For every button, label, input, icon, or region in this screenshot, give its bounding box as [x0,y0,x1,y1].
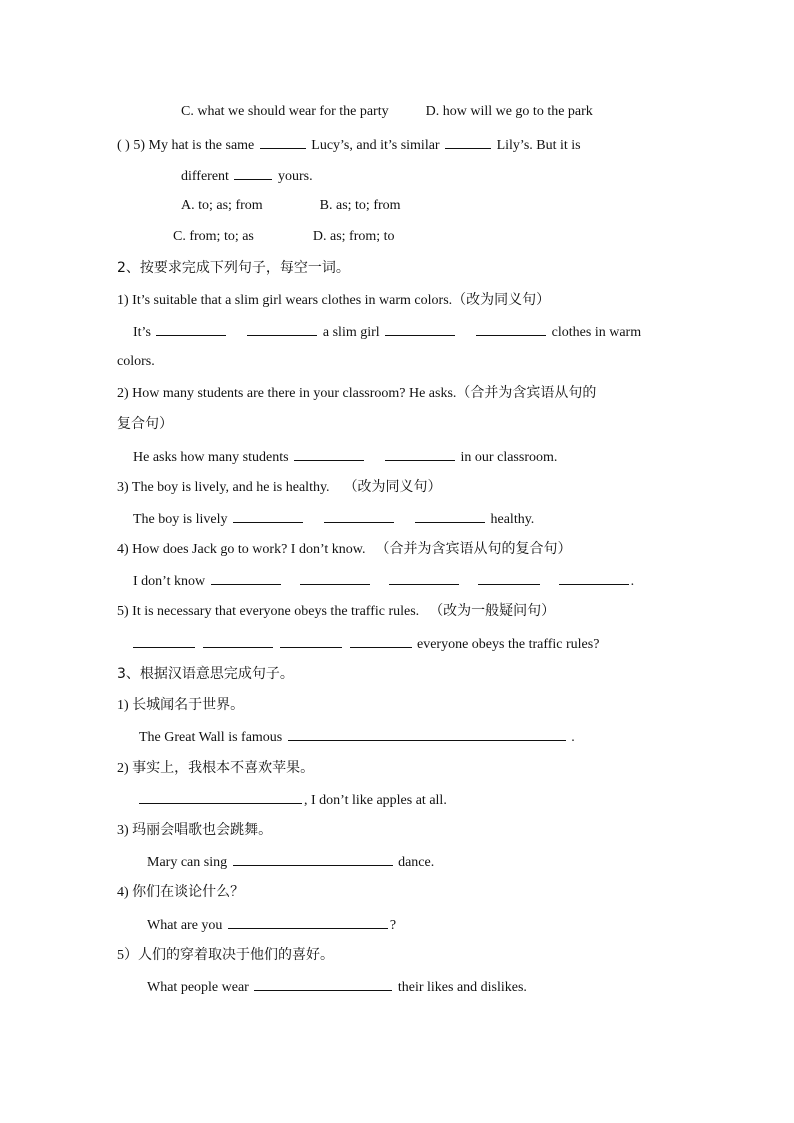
question-text: Lucy’s, and it’s similar [311,138,440,153]
item-instruction: （改为同义句） [343,479,442,495]
answer-text: The boy is lively [133,512,228,527]
answer-text: The Great Wall is famous [139,730,283,745]
item-chinese: 事实上，我根本不喜欢苹果。 [132,760,315,776]
s2-item-3 [117,477,442,498]
answer-blank[interactable] [203,633,273,648]
answer-blank[interactable] [228,914,388,929]
answer-blank[interactable] [254,976,392,991]
question-text: Lily’s. But it is [496,138,581,153]
answer-text: It’s [133,325,151,340]
item-instruction: （改为一般疑问句） [429,603,556,619]
s2-item-5-answer [131,633,599,655]
answer-blank[interactable] [300,570,370,585]
answer-text: dance. [398,855,435,870]
answer-text: clothes in warm [551,325,642,340]
answer-blank[interactable] [139,789,302,804]
section-2-heading: 2、按要求完成下列句子，每空一词。 [117,260,350,276]
question-text: different [181,169,229,184]
item-number: 1) [117,698,129,713]
item-text: 2) How many students are there in your classroom? He asks. [117,386,457,401]
answer-blank[interactable] [133,633,195,648]
s3-item-2-answer [137,789,447,811]
s3-item-3 [117,820,272,841]
item-chinese: 人们的穿着取决于他们的喜好。 [138,947,334,963]
section-3-heading: 3、根据汉语意思完成句子。 [117,666,294,682]
answer-text: ? [389,918,397,933]
answer-blank[interactable] [288,726,566,741]
item-instruction: （改为同义句） [452,292,551,308]
item-number: 4) [117,885,129,900]
s2-item-1-answer-cont: colors. [117,354,155,369]
s2-item-4-answer [133,570,634,592]
option-c-row [181,102,593,122]
answer-text: . [571,730,575,745]
option-c: C. what we should wear for the party [181,104,389,119]
answer-text: . [630,574,635,589]
option-d: D. as; from; to [312,229,395,244]
answer-blank[interactable] [294,446,364,461]
answer-blank[interactable] [233,851,393,866]
s2-item-1 [117,290,550,311]
answer-blank[interactable] [445,134,491,149]
item-chinese: 玛丽会唱歌也会跳舞。 [132,822,273,838]
s3-item-4 [117,882,244,903]
answer-blank[interactable] [350,633,412,648]
answer-text: What are you [147,918,223,933]
item-text: 1) It’s suitable that a slim girl wears clothes in warm colors. [117,293,453,308]
q5-options-cd [173,227,395,247]
answer-blank[interactable] [559,570,629,585]
answer-blank[interactable] [324,508,394,523]
item-number: 5） [117,948,138,963]
answer-blank[interactable] [415,508,485,523]
s3-item-2 [117,758,314,779]
answer-blank[interactable] [156,321,226,336]
s3-item-5-answer [147,976,527,998]
answer-text: a slim girl [322,325,380,340]
s3-item-5 [117,945,334,966]
answer-text: , I don’t like apples at all. [304,793,447,808]
answer-blank[interactable] [260,134,306,149]
q5-options-ab [181,196,401,216]
answer-text: their likes and dislikes. [397,980,527,995]
answer-text: everyone obeys the traffic rules? [417,637,600,652]
answer-blank[interactable] [385,446,455,461]
option-a: A. to; as; from [181,198,263,213]
answer-blank[interactable] [211,570,281,585]
item-text: 5) It is necessary that everyone obeys the traffic rules. [117,604,420,619]
answer-text: in our classroom. [460,450,558,465]
answer-blank[interactable] [247,321,317,336]
s2-item-2-answer [133,446,557,468]
item-instruction: （合并为含宾语从句的 [456,385,597,401]
s3-item-1 [117,695,244,716]
answer-blank[interactable] [280,633,342,648]
answer-blank[interactable] [234,165,272,180]
s3-item-1-answer [139,726,575,748]
item-chinese: 你们在谈论什么？ [132,884,245,900]
answer-blank[interactable] [476,321,546,336]
answer-blank[interactable] [233,508,303,523]
answer-text: I don’t know [133,574,206,589]
option-c: C. from; to; as [173,229,254,244]
option-d: D. how will we go to the park [425,104,593,119]
s2-item-3-answer [133,508,534,530]
answer-paren: ( ) 5) [117,138,145,153]
item-text: 4) How does Jack go to work? I don’t know. [117,542,366,557]
option-b: B. as; to; from [319,198,401,213]
s2-item-2 [117,383,596,404]
s2-item-2-instruction-cont: 复合句） [117,416,173,432]
answer-blank[interactable] [389,570,459,585]
s2-item-5 [117,601,555,622]
item-instruction: （合并为含宾语从句的复合句） [375,541,572,557]
answer-text: He asks how many students [133,450,289,465]
s2-item-4 [117,539,571,560]
question-text: My hat is the same [148,138,255,153]
s3-item-4-answer [147,914,396,936]
answer-text: Mary can sing [147,855,228,870]
item-number: 2) [117,761,129,776]
s2-item-1-answer [133,321,641,343]
answer-blank[interactable] [385,321,455,336]
item-text: 3) The boy is lively, and he is healthy. [117,480,330,495]
s3-item-3-answer [147,851,434,873]
question-text: yours. [277,169,313,184]
answer-blank[interactable] [478,570,540,585]
item-chinese: 长城闻名于世界。 [132,697,245,713]
answer-text: healthy. [490,512,535,527]
item-number: 3) [117,823,129,838]
question-5 [117,134,581,156]
question-5-cont [181,165,313,187]
answer-text: What people wear [147,980,249,995]
